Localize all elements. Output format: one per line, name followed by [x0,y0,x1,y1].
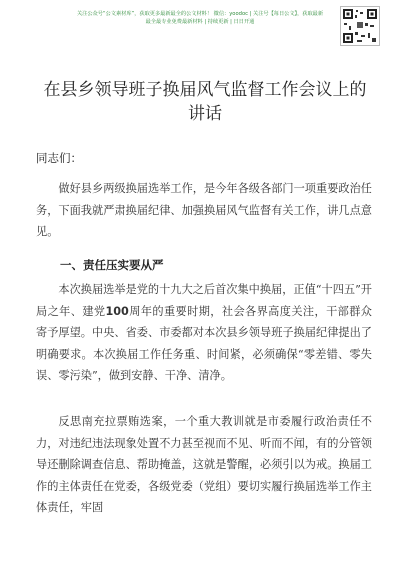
paragraph-context [36,279,372,387]
banner-line-1: 关注公众号“公文素材库”，获取更多最新最全的公文材料！ 微信：yoodoc | 关注号【每日公文】，获取最新 [76,11,324,17]
anniversary-number: 100 [105,304,129,318]
paragraph-intro: 做好县乡两级换届选举工作，是今年各级各部门一项重要政治任务，下面我就严肃换届纪律、加强换届风气监督有关工作，讲几点意见。 [36,182,372,238]
paragraph-context-part-b: 周年的重要时期，社会各界高度关注，干部群众寄予厚望。中央、省委、市委都对本次县乡领导班子换届纪律提出了明确要求。本次换届工作任务重、时间紧，必须确保“零差错、零失误、零污染”，做到安静、干净、清净。 [36,304,372,382]
qr-code-image [340,6,380,46]
paragraph-context-part-a: 本次换届选举是党的十九大之后首次集中换届，正值“十四五”开局之年、建党 [36,283,372,318]
document-title: 在县乡领导班子换届风气监督工作会议上的讲话 [43,80,367,124]
banner-line-2: 最全最专业免费最新材料 | 持续更新 | 日日开通 [145,19,255,25]
salutation: 同志们： [36,151,82,165]
section-heading-1: 一、责任压实要从严 [60,258,164,272]
wechat-banner [60,10,340,26]
paragraph-lesson: 反思南充拉票贿选案，一个重大教训就是市委履行政治责任不力，对违纪违法现象处置不力甚至视而不见、听而不闻，有的分管领导还删除调查信息、帮助掩盖，这就是警醒，必须引以为戒。换届工作的主体责任在党委，各级党委（党组）要切实履行换届选举工作主体责任，牢固 [36,415,372,514]
